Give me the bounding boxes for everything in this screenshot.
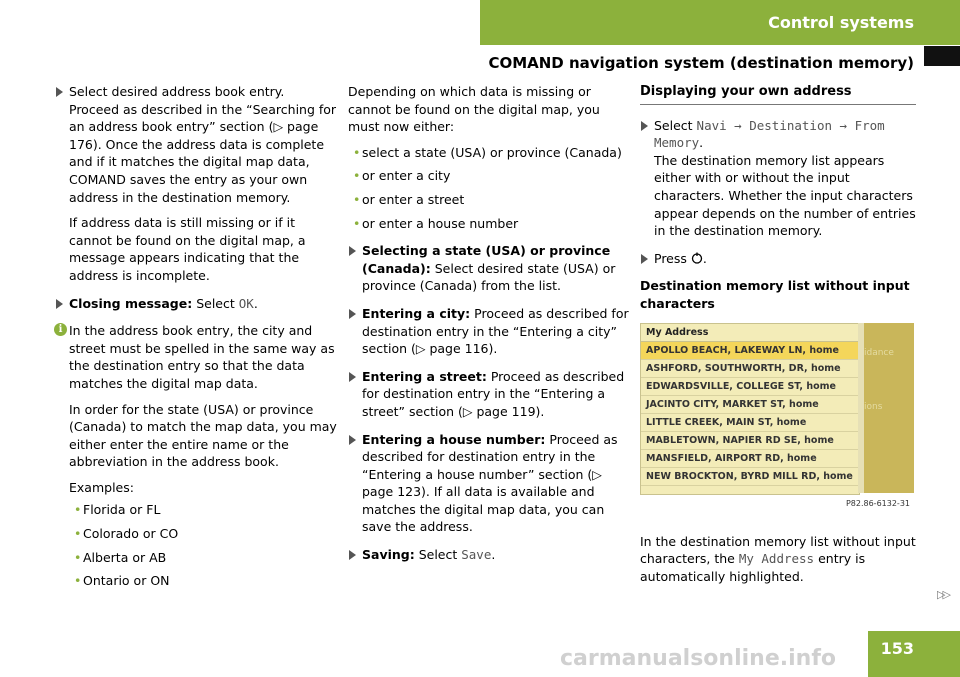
controller-knob-icon: [691, 251, 703, 266]
list-item: MANSFIELD, AIRPORT RD, home: [641, 450, 859, 468]
column-middle: [348, 83, 630, 574]
list-item: MABLETOWN, NAPIER RD SE, home: [641, 432, 859, 450]
step-city: Entering a city: Proceed as described for destination entry in the “Entering a city” section (▷ page 116).: [348, 305, 630, 358]
page-number-tab: [868, 631, 960, 677]
section-tab: [480, 0, 960, 45]
section-heading: Displaying your own address: [640, 83, 916, 105]
list-title: My Address: [641, 324, 859, 342]
list-item: JACINTO CITY, MARKET ST, home: [641, 396, 859, 414]
continue-icon: ▷▷: [937, 588, 948, 601]
screen-image: [640, 323, 914, 507]
example-item: • Florida or FL: [69, 501, 337, 519]
list-item: NEW BROCKTON, BYRD MILL RD, home: [641, 468, 859, 486]
page-number: 153: [880, 639, 914, 658]
side-menu: idance ions: [864, 323, 914, 493]
option-item: • or enter a street: [348, 191, 630, 209]
step-closing-message: Closing message: Select OK.: [55, 295, 337, 313]
info-icon: i: [54, 323, 67, 336]
address-list: [640, 323, 860, 495]
example-item: • Alberta or AB: [69, 549, 337, 567]
step-saving: Saving: Select Save.: [348, 546, 630, 564]
example-item: • Colorado or CO: [69, 525, 337, 543]
list-item: LITTLE CREEK, MAIN ST, home: [641, 414, 859, 432]
intro-text: Depending on which data is missing or cannot be found on the digital map, you must now either:: [348, 84, 600, 135]
section-title: Control systems: [768, 13, 914, 32]
step-select-memory: Select Navi → Destination → From Memory. The destination memory list appears either with or without the input characters. Whether the input characters appear depends on the number of entries in the destination memory.: [640, 117, 916, 240]
step-street: Entering a street: Proceed as described for destination entry in the “Entering a street” section (▷ page 119).: [348, 368, 630, 421]
option-item: • select a state (USA) or province (Canada): [348, 144, 630, 162]
list-item: ASHFORD, SOUTHWORTH, DR, home: [641, 360, 859, 378]
example-item: • Ontario or ON: [69, 572, 337, 590]
step-state: Selecting a state (USA) or province (Canada): Select desired state (USA) or province (Canada) from the list.: [348, 242, 630, 295]
subheading: Destination memory list without input characters: [640, 278, 910, 311]
closing-paragraph: In the destination memory list without input characters, the My Address entry is automatically highlighted.: [640, 533, 916, 584]
list-item: APOLLO BEACH, LAKEWAY LN, home: [641, 342, 859, 360]
step-press-knob: Press .: [640, 250, 916, 268]
option-item: • or enter a house number: [348, 215, 630, 233]
page-subtitle: COMAND navigation system (destination memory): [488, 54, 914, 72]
column-left: [55, 83, 337, 598]
column-right: [640, 83, 916, 593]
header-marker: [924, 46, 960, 66]
info-note: i In the address book entry, the city and street must be spelled in the same way as the destination entry so that the data matches the digital map data. In order for the state (USA) or province (Canada) to match the map data, you may either enter the entire name or the abbreviation in the address book. Examples: • Florida or FL • Colorado or CO • Alberta or AB • Ontario or ON: [55, 322, 337, 590]
image-code: P82.86-6132-31: [845, 498, 910, 508]
watermark: carmanualsonline.info: [560, 646, 836, 671]
step-select-entry: Select desired address book entry. Proceed as described in the “Searching for an address book entry” section (▷ page 176). Once the address data is complete and if it matches the digital map data, COMAND saves the entry as your own address in the destination memory. If address data is still missing or if it cannot be found on the digital map, a message appears indicating that the address is incomplete.: [55, 83, 337, 285]
step-house-number: Entering a house number: Proceed as described for destination entry in the “Entering a house number” section (▷ page 123). If all data is available and matches the digital map data, you can save the address.: [348, 431, 630, 537]
option-item: • or enter a city: [348, 167, 630, 185]
list-item: EDWARDSVILLE, COLLEGE ST, home: [641, 378, 859, 396]
